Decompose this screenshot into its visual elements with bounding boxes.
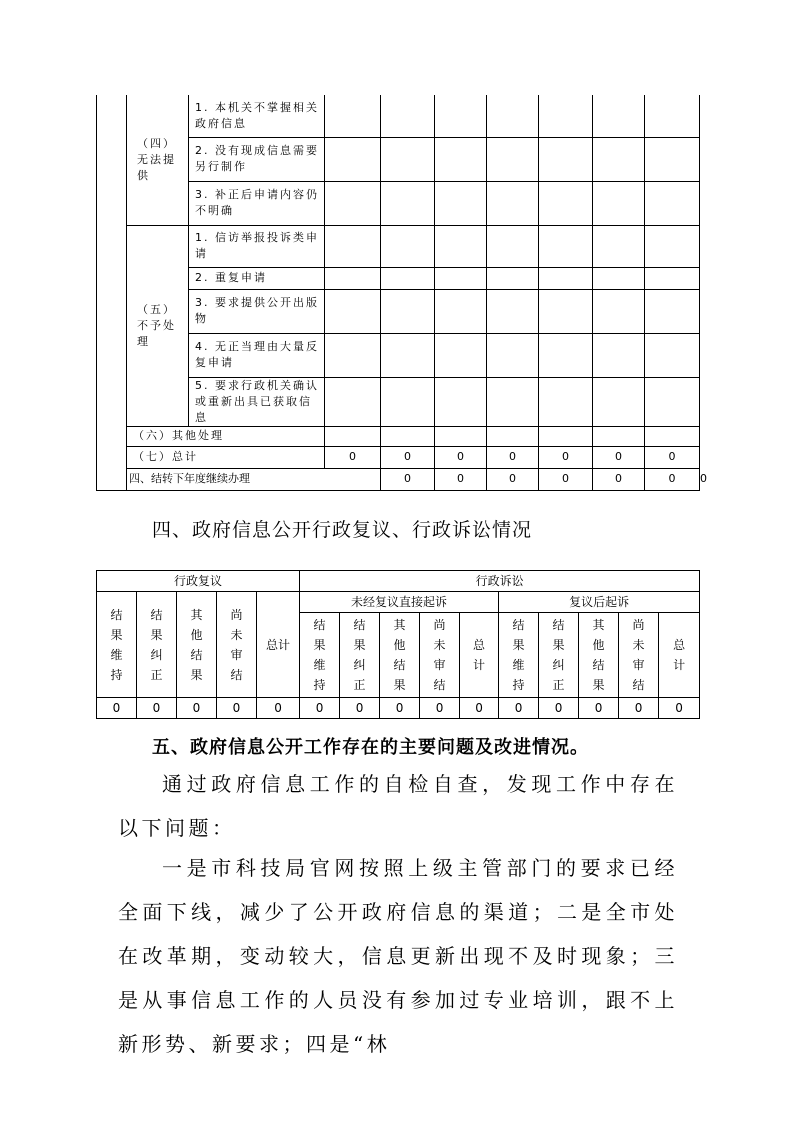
col-header: 其他结果: [579, 613, 619, 698]
col-header: 结果维持: [499, 613, 539, 698]
value-cell: 0: [300, 698, 340, 719]
carry-value: 0: [435, 468, 487, 490]
total-value: 0: [593, 446, 645, 468]
total-value: 0: [487, 446, 539, 468]
review-litigation-table: [96, 570, 700, 719]
paragraph-2: 一是市科技局官网按照上级主管部门的要求已经全面下线，减少了公开政府信息的渠道；二是全市处在改革期，变动较大，信息更新出现不及时现象；三是从事信息工作的人员没有参加过专业培训，跟不上新形势、新要求；四是“林: [118, 856, 678, 1056]
total-value: 0: [435, 446, 487, 468]
paragraph-1: 通过政府信息工作的自检自查，发现工作中存在以下问题：: [118, 772, 678, 840]
value-cell: 0: [659, 698, 700, 719]
other-handling-label: （六）其他处理: [127, 426, 325, 446]
section5-title: 五、政府信息公开工作存在的主要问题及改进情况。: [152, 737, 589, 758]
value-cell: 0: [217, 698, 257, 719]
value-cell: 0: [420, 698, 460, 719]
total-value: 0: [539, 446, 593, 468]
total-label: （七）总计: [127, 446, 325, 468]
group5-label: （五）不予处理: [127, 225, 189, 426]
direct-suit-header: 未经复议直接起诉: [300, 592, 499, 613]
carry-value: 0: [593, 468, 645, 490]
carry-value: 0: [539, 468, 593, 490]
value-cell: 0: [499, 698, 539, 719]
group5-item-3: 3. 要求提供公开出版物: [189, 289, 325, 333]
value-cell: 0: [97, 698, 137, 719]
col-header: 结果纠正: [137, 592, 177, 698]
value-cell: 0: [579, 698, 619, 719]
carry-over-label: 四、结转下年度继续办理: [127, 468, 381, 490]
value-cell: 0: [539, 698, 579, 719]
col-header: 结果维持: [97, 592, 137, 698]
carry-value: 0: [487, 468, 539, 490]
value-cell: 0: [380, 698, 420, 719]
col-header: 结果维持: [300, 613, 340, 698]
col-header: 尚未审结: [217, 592, 257, 698]
col-header: 总计: [659, 613, 700, 698]
total-value: 0: [645, 446, 700, 468]
group4-label: （四）无法提供: [127, 95, 189, 225]
col-header: 结果纠正: [340, 613, 380, 698]
value-cell: 0: [340, 698, 380, 719]
carry-value: 0: [645, 468, 700, 490]
group5-item-1: 1. 信访举报投诉类申请: [189, 225, 325, 267]
carry-value: 0: [381, 468, 435, 490]
group5-item-5: 5. 要求行政机关确认或重新出具已获取信息: [189, 377, 325, 426]
col-header: 结果纠正: [539, 613, 579, 698]
group4-item-1: 1. 本机关不掌握相关政府信息: [189, 95, 325, 137]
col-header: 尚未审结: [619, 613, 659, 698]
value-cell: 0: [619, 698, 659, 719]
value-cell: 0: [137, 698, 177, 719]
value-cell: 0: [177, 698, 217, 719]
review-header: 行政复议: [97, 571, 300, 592]
col-header: 其他结果: [177, 592, 217, 698]
after-review-header: 复议后起诉: [499, 592, 700, 613]
left-merged-cell: [97, 95, 127, 490]
total-value: 0: [325, 446, 381, 468]
application-handling-table: （四）无法提供 1. 本机关不掌握相关政府信息 2. 没有现成信息需要另行制作 3. 补正后申请内容仍不明确 （五）不予处理 1. 信访举报投诉类申请 2. 重复申请 3. 要求提供公开出版物 4. 无正当理由大量反复申请 5. 要求行政机关确认或重新出具已获取信息 （六）其他处理 （七）总计 0 0 0 0 0 0 0 四、结转下年度继续办理 0 0 0 0 0 0 0: [96, 95, 700, 491]
col-header: 总计: [257, 592, 300, 698]
group5-item-4: 4. 无正当理由大量反复申请: [189, 333, 325, 377]
total-value: 0: [381, 446, 435, 468]
col-header: 尚未审结: [420, 613, 460, 698]
section4-title: 四、政府信息公开行政复议、行政诉讼情况: [152, 519, 533, 541]
value-cell: 0: [257, 698, 300, 719]
litigation-header: 行政诉讼: [300, 571, 700, 592]
group4-item-2: 2. 没有现成信息需要另行制作: [189, 137, 325, 181]
group5-item-2: 2. 重复申请: [189, 267, 325, 289]
value-cell: 0: [460, 698, 499, 719]
group4-item-3: 3. 补正后申请内容仍不明确: [189, 181, 325, 225]
col-header: 其他结果: [380, 613, 420, 698]
col-header: 总计: [460, 613, 499, 698]
